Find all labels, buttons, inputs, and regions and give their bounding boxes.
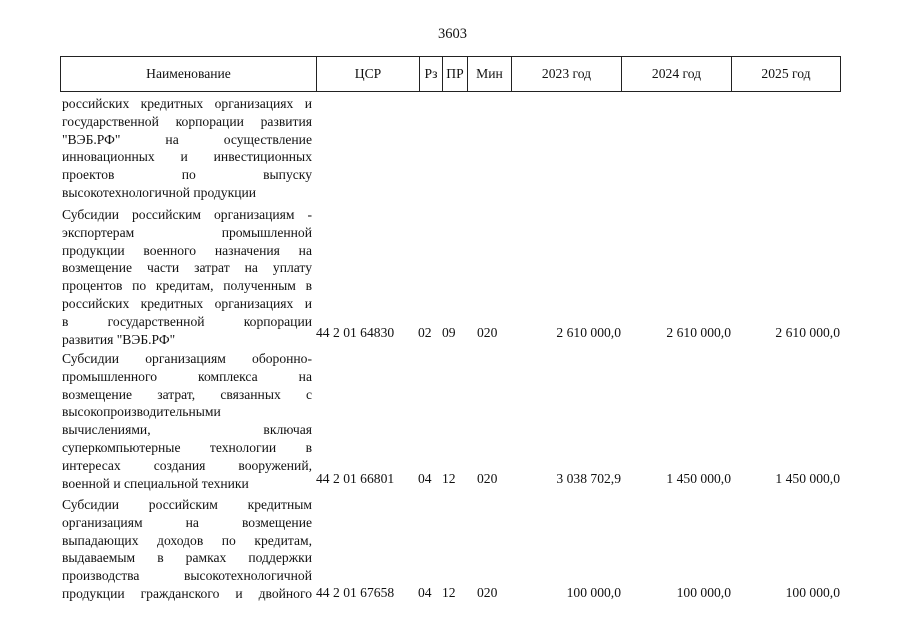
header-pr: ПР (443, 57, 468, 91)
name-line: производства высокотехнологичной (62, 568, 312, 584)
header-2024: 2024 год (622, 57, 732, 91)
name-line: суперкомпьютерные технологии в (62, 439, 312, 455)
row-2023: 3 038 702,9 (556, 471, 621, 486)
name-line: развития "ВЭБ.РФ" (62, 331, 176, 347)
row-pr: 09 (442, 325, 456, 340)
table-header (60, 56, 841, 92)
row-2024: 1 450 000,0 (666, 471, 731, 486)
name-line: Субсидии организациям оборонно- (62, 351, 312, 366)
row-2025: 100 000,0 (785, 585, 840, 600)
row-min: 020 (477, 325, 498, 340)
row-2024: 2 610 000,0 (666, 325, 731, 340)
row-csr: 44 2 01 66801 (316, 471, 395, 486)
header-name: Наименование (61, 57, 317, 91)
row-csr: 44 2 01 67658 (316, 585, 395, 600)
row-csr: 44 2 01 64830 (316, 325, 395, 340)
row-name (62, 206, 312, 348)
row-pr: 12 (442, 471, 456, 486)
name-line: продукции военного назначения на (62, 242, 312, 258)
name-line: в государственной корпорации (62, 313, 312, 329)
row-rz: 04 (418, 585, 432, 600)
header-rz: Рз (420, 57, 443, 91)
row-pr: 12 (442, 585, 456, 600)
row-2023: 100 000,0 (566, 585, 621, 600)
row-rz: 02 (418, 325, 432, 340)
row-name (62, 496, 312, 603)
row-name (62, 95, 312, 202)
name-line: интересах создания вооружений, (62, 457, 312, 473)
row-min: 020 (477, 471, 498, 486)
name-line: проектов по выпуску (62, 167, 312, 183)
name-line: организациям на возмещение (62, 514, 312, 530)
row-2023: 2 610 000,0 (556, 325, 621, 340)
name-line: возмещение затрат, связанных с (62, 386, 312, 402)
name-line: "ВЭБ.РФ" на осуществление (62, 131, 312, 147)
name-line: Субсидии российским организациям - (62, 207, 312, 222)
row-min: 020 (477, 585, 498, 600)
name-line: высокопроизводительными (62, 404, 221, 420)
header-2023: 2023 год (512, 57, 622, 91)
name-line: процентов по кредитам, полученным в (62, 278, 312, 294)
name-line: экспортерам промышленной (62, 224, 312, 240)
name-line: вычислениями, включая (62, 422, 312, 438)
name-line: российских кредитных организациях и (62, 295, 312, 311)
row-2025: 2 610 000,0 (775, 325, 840, 340)
header-csr: ЦСР (317, 57, 420, 91)
row-2025: 1 450 000,0 (775, 471, 840, 486)
name-line: выпадающих доходов по кредитам, (62, 532, 312, 548)
name-line: военной и специальной техники (62, 475, 249, 491)
name-line: российских кредитных организациях и (62, 96, 312, 111)
row-name (62, 350, 312, 492)
name-line: высокотехнологичной продукции (62, 184, 257, 200)
header-2025: 2025 год (761, 66, 811, 81)
name-line: выдаваемым в рамках поддержки (62, 550, 312, 566)
page-number: 3603 (438, 26, 467, 42)
name-line: государственной корпорации развития (62, 113, 312, 129)
name-line: промышленного комплекса на (62, 368, 312, 384)
name-line: продукции гражданского и двойного (62, 585, 312, 601)
row-rz: 04 (418, 471, 432, 486)
name-line: Субсидии российским кредитным (62, 497, 312, 512)
name-line: инновационных и инвестиционных (62, 149, 312, 165)
name-line: возмещение части затрат на уплату (62, 260, 312, 276)
row-2024: 100 000,0 (676, 585, 731, 600)
header-min: Мин (468, 57, 512, 91)
